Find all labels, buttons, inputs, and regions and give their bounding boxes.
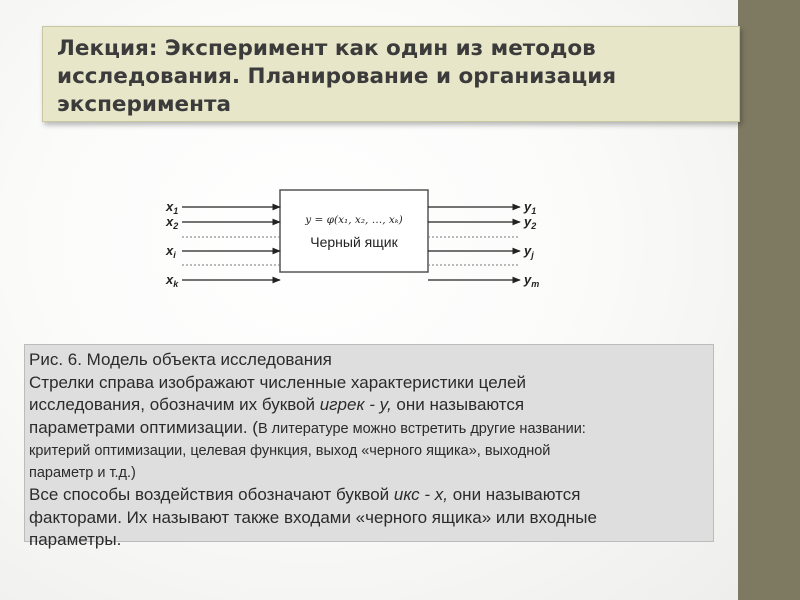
box-formula: y = φ(x₁, x₂, …, xₖ) bbox=[305, 214, 403, 226]
output-label: $y_1$ bbox=[524, 199, 537, 216]
lecture-title bbox=[57, 35, 725, 119]
output-label: $y_j$ bbox=[524, 243, 534, 260]
title-line: Лекция: Эксперимент как один из методов bbox=[57, 36, 596, 61]
decorative-side-bar bbox=[738, 0, 800, 600]
input-label: $x_2$ bbox=[166, 214, 179, 231]
caption-text-line: факторами. Их называют также входами «черного ящика» или входные bbox=[29, 507, 597, 527]
title-line: эксперимента bbox=[57, 92, 231, 117]
caption-text: они называются bbox=[391, 395, 525, 414]
figure-caption: Рис. 6. Модель объекта исследования bbox=[29, 350, 332, 369]
caption-italic-text: игрек - у, bbox=[319, 395, 392, 414]
black-box-rect bbox=[280, 190, 428, 272]
caption-text: параметрами оптимизации. ( bbox=[29, 417, 258, 437]
caption-italic-text: икс - х, bbox=[393, 485, 448, 504]
caption-text: они называются bbox=[448, 485, 581, 504]
caption-text-line bbox=[29, 417, 703, 441]
input-label: $x_k$ bbox=[166, 272, 179, 289]
caption-text-line bbox=[29, 484, 703, 507]
input-label: $x_1$ bbox=[166, 199, 179, 216]
caption-text-line: параметры. bbox=[29, 530, 122, 549]
box-label: Черный ящик bbox=[310, 234, 398, 250]
caption-box bbox=[24, 344, 714, 549]
caption-text: Все способы воздействия обозначают буквой bbox=[29, 485, 394, 504]
caption-small-text: В литературе можно встретить другие названии: bbox=[257, 420, 586, 437]
caption-small-line: параметр и т.д.) bbox=[29, 465, 136, 481]
input-label: $x_i$ bbox=[166, 243, 176, 260]
title-box bbox=[42, 26, 740, 122]
output-label: $y_m$ bbox=[524, 272, 540, 289]
output-label: $y_2$ bbox=[524, 214, 537, 231]
caption-small-line: критерий оптимизации, целевая функция, выход «черного ящика», выходной bbox=[29, 443, 551, 459]
black-box-diagram-svg bbox=[160, 185, 560, 300]
caption-text-line bbox=[29, 394, 703, 417]
black-box-diagram bbox=[160, 185, 560, 300]
caption-text-line: Стрелки справа изображают численные характеристики целей bbox=[29, 372, 526, 392]
title-line: исследования. Планирование и организация bbox=[57, 64, 617, 89]
caption-text: исследования, обозначим их буквой bbox=[29, 395, 320, 414]
